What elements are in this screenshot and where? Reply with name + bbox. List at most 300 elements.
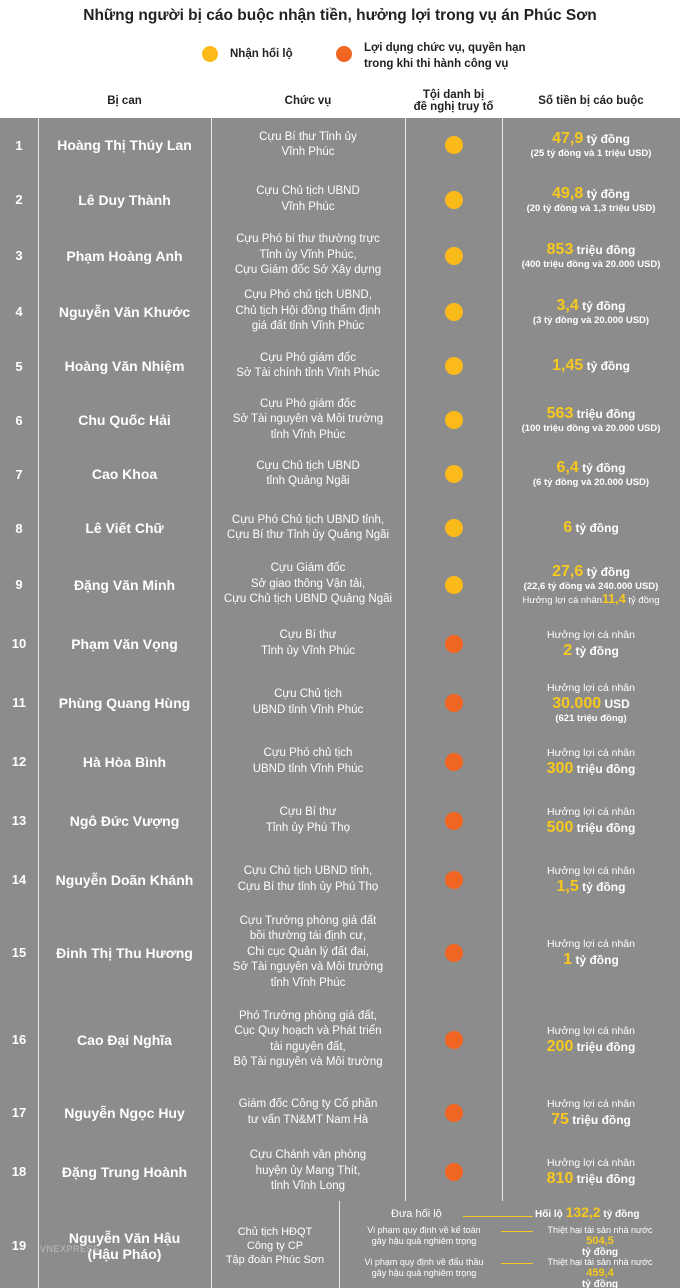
amount-breakdown: (100 triệu đồng và 20.000 USD)	[521, 423, 661, 434]
column-divider	[38, 393, 39, 447]
defendant-name: Ngô Đức Vượng	[69, 812, 180, 829]
column-divider	[405, 555, 406, 614]
column-divider	[405, 172, 406, 227]
amount-cell	[502, 614, 680, 673]
table-row	[0, 732, 680, 791]
row-number: 11	[12, 695, 26, 710]
column-divider	[211, 118, 212, 172]
table-row	[0, 996, 680, 1083]
charge-label-line: Vi phạm quy định về kế toán	[367, 1225, 481, 1235]
amount-label: Hưởng lợi cá nhân	[547, 864, 635, 877]
value-unit: tỷ đồng	[581, 1279, 619, 1288]
column-divider	[502, 732, 503, 791]
crime-cell	[405, 447, 502, 501]
column-divider	[502, 447, 503, 501]
amount-unit: tỷ đồng	[583, 186, 630, 201]
crime-cell	[405, 1083, 502, 1142]
amount-label: Hưởng lợi cá nhân	[547, 805, 635, 818]
extra-value: 11,4	[602, 591, 626, 606]
column-divider	[502, 284, 503, 339]
crime-cell	[405, 673, 502, 732]
column-divider	[502, 172, 503, 227]
position-cell	[211, 227, 405, 284]
crime-cell	[405, 284, 502, 339]
header-defendant: Bị can	[107, 95, 142, 107]
legend-label-line: trong khi thi hành công vụ	[364, 58, 509, 70]
table-row	[0, 501, 680, 555]
charge-label-line: gây hậu quả nghiêm trọng	[371, 1268, 477, 1278]
column-divider	[211, 284, 212, 339]
row-number: 8	[15, 520, 23, 536]
amount-value: 47,9	[552, 130, 584, 147]
value-label: Thiệt hại tài sản nhà nước	[547, 1257, 653, 1267]
abuse-of-power-dot-icon	[445, 753, 463, 771]
column-divider	[502, 1142, 503, 1201]
crime-cell	[405, 732, 502, 791]
row-number: 7	[15, 466, 23, 482]
amount-breakdown: (22,6 tỷ đồng và 240.000 USD)	[523, 580, 659, 592]
position-line: Tập đoàn Phúc Sơn	[225, 1253, 325, 1266]
amount-unit: tỷ đồng	[572, 521, 619, 535]
position-cell	[211, 501, 405, 555]
position-line: Cựu Phó chủ tịch UBND,	[244, 289, 372, 302]
charge-value	[535, 1204, 640, 1220]
value-amount: 459,4	[586, 1267, 614, 1279]
table-row	[0, 1142, 680, 1201]
amount-main	[552, 185, 630, 203]
column-divider	[38, 791, 39, 850]
column-divider	[38, 447, 39, 501]
amount-main	[547, 241, 636, 259]
amount-value: 30.000	[552, 694, 602, 712]
amount-main	[547, 1170, 636, 1188]
row-number: 17	[11, 1105, 27, 1120]
crime-cell	[405, 850, 502, 909]
amount-cell	[502, 909, 680, 996]
column-divider	[38, 1142, 39, 1201]
abuse-of-power-dot-icon	[445, 871, 463, 889]
position-cell	[211, 673, 405, 732]
position-line: Cựu Chủ tịch UBND	[256, 459, 360, 472]
column-divider	[211, 447, 212, 501]
column-divider	[38, 227, 39, 284]
amount-unit: tỷ đồng	[583, 564, 630, 579]
legend-label	[364, 40, 526, 72]
column-divider	[502, 909, 503, 996]
column-divider	[211, 339, 212, 393]
column-divider	[405, 850, 406, 909]
position-line: Cựu Bí thư tỉnh ủy Phú Thọ	[237, 880, 379, 893]
defendant-name: Hoàng Thị Thúy Lan	[57, 137, 192, 153]
amount-value: 6,4	[556, 459, 579, 476]
amount-main	[547, 1038, 636, 1056]
charge-label: Đưa hối lộ	[391, 1208, 442, 1220]
column-divider	[38, 996, 39, 1083]
defendant-name: Đặng Trung Hoành	[61, 1163, 188, 1180]
position-cell	[211, 732, 405, 791]
position-line: Sở Tài nguyên và Môi trường	[232, 413, 384, 426]
amount-value: 75	[551, 1110, 569, 1128]
bribery-dot-icon	[445, 465, 463, 483]
abuse-of-power-dot-icon	[445, 1104, 463, 1122]
column-divider	[405, 339, 406, 393]
position-line: Sở giao thông Vận tải,	[250, 577, 366, 590]
table-row	[0, 909, 680, 996]
row-number: 18	[11, 1164, 27, 1179]
column-divider	[38, 284, 39, 339]
connector-line	[463, 1216, 533, 1217]
value-label: Hối lộ	[535, 1209, 566, 1220]
connector-line	[501, 1263, 533, 1264]
column-divider	[211, 614, 212, 673]
crime-cell	[405, 555, 502, 614]
column-divider	[211, 1083, 212, 1142]
amount-main	[557, 459, 626, 477]
crime-cell	[405, 791, 502, 850]
amount-main	[563, 951, 619, 969]
position-cell	[211, 284, 405, 339]
amount-unit: USD	[601, 696, 630, 711]
position-cell	[211, 393, 405, 447]
table-row	[0, 118, 680, 172]
header-crime-line: Tội danh bị	[422, 89, 485, 101]
amount-label: Hưởng lợi cá nhân	[547, 1024, 635, 1037]
amount-unit: tỷ đồng	[572, 643, 619, 658]
amount-value: 2	[563, 641, 573, 659]
position-line: Sở Tài chính tỉnh Vĩnh Phúc	[236, 367, 380, 379]
amount-unit: triệu đồng	[568, 1112, 631, 1127]
amount-unit: triệu đồng	[573, 242, 636, 257]
charge-value	[533, 1257, 667, 1288]
amount-breakdown: (3 tỷ đồng và 20.000 USD)	[532, 314, 650, 326]
header-amount: Số tiền bị cáo buộc	[538, 95, 644, 107]
defendant-name: Nguyễn Ngọc Huy	[64, 1104, 185, 1121]
amount-value: 500	[546, 818, 574, 836]
column-divider	[405, 732, 406, 791]
row-number: 15	[11, 945, 27, 960]
table-row	[0, 227, 680, 284]
crime-cell	[405, 996, 502, 1083]
column-divider	[405, 393, 406, 447]
amount-value: 300	[546, 759, 574, 777]
defendant-name: Lê Duy Thành	[78, 191, 171, 208]
column-divider	[38, 909, 39, 996]
table-row	[0, 172, 680, 227]
watermark: VNEXPRESS	[40, 1244, 100, 1254]
bribery-dot-icon	[445, 411, 463, 429]
bribery-dot-icon	[445, 191, 463, 209]
abuse-of-power-dot-icon	[445, 1163, 463, 1181]
legend	[0, 40, 680, 74]
table-row	[0, 614, 680, 673]
position-line: giá đất tỉnh Vĩnh Phúc	[251, 320, 365, 333]
column-divider	[405, 996, 406, 1083]
defendant-name: Đặng Văn Minh	[73, 576, 176, 593]
column-divider	[405, 227, 406, 284]
position-line: tài nguyên đất,	[270, 1040, 346, 1053]
defendant-name: Phùng Quang Hùng	[58, 694, 191, 711]
position-line: Cựu Bí thư	[279, 806, 337, 818]
column-divider	[405, 614, 406, 673]
value-unit: tỷ đồng	[600, 1209, 640, 1220]
defendant-name: Hà Hòa Bình	[82, 753, 167, 770]
table-row	[0, 673, 680, 732]
position-line: Cựu Trưởng phòng giá đất	[239, 914, 377, 927]
amount-breakdown: (25 tỷ đồng và 1 triệu USD)	[530, 148, 652, 159]
crime-cell	[405, 501, 502, 555]
amount-cell	[502, 850, 680, 909]
amount-extra	[522, 593, 659, 607]
amount-cell	[502, 284, 680, 339]
amount-main	[563, 519, 619, 537]
amount-unit: tỷ đồng	[583, 132, 630, 146]
amount-unit: triệu đồng	[573, 1171, 636, 1186]
abuse-of-power-dot-icon	[445, 812, 463, 830]
position-line: Cựu Phó bí thư thường trực	[236, 233, 380, 246]
position-line: Cựu Phó chủ tịch	[263, 747, 353, 759]
defendant-name: Phạm Hoàng Anh	[66, 247, 183, 264]
amount-label: Hưởng lợi cá nhân	[547, 1097, 635, 1110]
crime-cell	[405, 227, 502, 284]
amount-main	[552, 130, 630, 148]
position-cell	[211, 172, 405, 227]
column-divider	[502, 1083, 503, 1142]
position-line: bồi thường tái định cư,	[249, 930, 367, 943]
position-line: Cựu Giám đốc	[270, 562, 346, 575]
amount-cell	[502, 732, 680, 791]
column-divider	[502, 555, 503, 614]
column-divider	[502, 339, 503, 393]
amount-label: Hưởng lợi cá nhân	[547, 937, 635, 950]
column-divider	[405, 1083, 406, 1142]
column-divider	[38, 555, 39, 614]
position-line: Cựu Chủ tịch UBND Quảng Ngãi	[223, 593, 393, 606]
row-number: 13	[11, 813, 27, 828]
position-line: Chi cục Quản lý đất đai,	[246, 945, 370, 958]
position-line: Công ty CP	[246, 1239, 304, 1252]
amount-value: 27,6	[552, 562, 584, 580]
defendant-name: Cao Khoa	[91, 466, 158, 482]
amount-main	[557, 878, 626, 896]
amount-label: Hưởng lợi cá nhân	[547, 681, 635, 694]
row-number: 12	[11, 754, 27, 769]
amount-value: 853	[546, 240, 574, 258]
amount-cell	[502, 339, 680, 393]
amount-unit: tỷ đồng	[578, 879, 626, 894]
amount-cell	[502, 172, 680, 227]
defendant-name: Nguyễn Văn Khước	[58, 303, 191, 320]
position-cell	[211, 850, 405, 909]
position-line: UBND tỉnh Vĩnh Phúc	[252, 762, 364, 775]
amount-unit: tỷ đồng	[578, 298, 626, 313]
position-line: huyện ủy Mang Thít,	[255, 1164, 361, 1177]
defendant-name: Nguyễn Doãn Khánh	[55, 871, 194, 888]
amount-unit: triệu đồng	[573, 820, 636, 835]
page-title: Những người bị cáo buộc nhận tiền, hưởng lợi trong vụ án Phúc Sơn	[83, 7, 597, 24]
column-divider	[211, 1201, 212, 1288]
column-divider	[405, 118, 406, 172]
column-divider	[38, 1083, 39, 1142]
column-divider	[38, 339, 39, 393]
table-header	[0, 84, 680, 118]
column-divider	[502, 393, 503, 447]
position-line: UBND tỉnh Vĩnh Phúc	[252, 703, 364, 716]
amount-main	[552, 563, 630, 581]
amount-label: Hưởng lợi cá nhân	[547, 1156, 635, 1169]
position-line: tỉnh Vĩnh Phúc	[270, 428, 346, 441]
amount-value: 1,5	[556, 877, 579, 895]
column-divider	[38, 118, 39, 172]
value-line	[533, 1236, 667, 1258]
defendant-name: Đinh Thị Thu Hương	[56, 944, 193, 961]
amount-unit: triệu đồng	[573, 407, 636, 421]
crime-cell	[405, 118, 502, 172]
row-number: 3	[15, 248, 23, 263]
charge-label	[349, 1225, 499, 1247]
bribery-dot-icon	[445, 576, 463, 594]
amount-main	[557, 297, 626, 315]
row-number: 4	[15, 304, 23, 319]
position-line: tỉnh Vĩnh Long	[270, 1180, 346, 1193]
amount-main	[551, 1111, 631, 1129]
column-divider	[38, 614, 39, 673]
position-cell	[211, 614, 405, 673]
column-divider	[339, 1201, 340, 1288]
amount-label: Hưởng lợi cá nhân	[547, 746, 635, 759]
position-line: Vĩnh Phúc	[281, 146, 335, 158]
position-line: Chủ tịch Hội đồng thẩm định	[235, 304, 381, 317]
row-number: 9	[15, 577, 23, 592]
column-divider	[405, 673, 406, 732]
amount-value: 200	[546, 1037, 574, 1055]
column-divider	[502, 673, 503, 732]
position-line: Tỉnh ủy Vĩnh Phúc	[261, 644, 355, 657]
column-divider	[38, 850, 39, 909]
amount-breakdown: (6 tỷ đồng và 20.000 USD)	[532, 477, 650, 488]
position-cell	[211, 996, 405, 1083]
amount-value: 1	[563, 950, 573, 968]
column-divider	[405, 1142, 406, 1201]
column-divider	[502, 501, 503, 555]
row-number: 19	[11, 1238, 27, 1253]
column-divider	[405, 791, 406, 850]
abuse-of-power-dot-icon	[445, 694, 463, 712]
column-divider	[38, 1201, 39, 1288]
amount-label: Hưởng lợi cá nhân	[547, 628, 635, 641]
table-row	[0, 1201, 680, 1288]
position-line: Cựu Phó giám đốc	[260, 351, 356, 364]
amount-unit: triệu đồng	[573, 761, 636, 776]
column-divider	[211, 996, 212, 1083]
table-row	[0, 850, 680, 909]
amount-cell	[502, 996, 680, 1083]
abuse-of-power-dot-icon	[445, 944, 463, 962]
table-row	[0, 339, 680, 393]
amount-value: 1,45	[552, 357, 584, 374]
crime-cell	[405, 393, 502, 447]
column-divider	[502, 850, 503, 909]
amount-value: 3,4	[556, 296, 579, 314]
extra-label: Hưởng lợi cá nhân	[522, 594, 603, 606]
column-divider	[211, 909, 212, 996]
header-crime	[405, 84, 502, 118]
amount-cell	[502, 227, 680, 284]
column-divider	[211, 172, 212, 227]
defendant-name-text: Nguyễn Văn Hậu	[68, 1229, 181, 1246]
column-divider	[405, 447, 406, 501]
amount-unit: triệu đồng	[573, 1039, 636, 1054]
row-number: 14	[11, 872, 27, 887]
connector-line	[501, 1231, 533, 1232]
position-cell	[211, 339, 405, 393]
column-divider	[211, 555, 212, 614]
amount-breakdown: (400 triệu đồng và 20.000 USD)	[521, 258, 661, 270]
position-line: Cựu Bí thư Tỉnh ủy	[259, 130, 357, 143]
position-line: Chủ tịch HĐQT	[237, 1225, 313, 1238]
position-line: tư vấn TN&MT Nam Hà	[247, 1113, 369, 1126]
crime-cell	[405, 614, 502, 673]
amount-unit: tỷ đồng	[578, 461, 626, 475]
position-cell	[211, 1142, 405, 1201]
amount-cell	[502, 673, 680, 732]
legend-item-abuse	[336, 40, 526, 72]
position-line: Cựu Phó giám đốc	[260, 397, 356, 410]
position-line: Cựu Bí thư Tỉnh ủy Quảng Ngãi	[226, 529, 390, 541]
crime-cell	[405, 339, 502, 393]
position-line: Vĩnh Phúc	[281, 200, 335, 213]
bribery-dot-icon	[445, 247, 463, 265]
table-row	[0, 284, 680, 339]
defendant-alias: (Hậu Pháo)	[87, 1245, 162, 1262]
position-line: Cựu Giám đốc Sở Xây dựng	[234, 264, 382, 277]
position-line: Cựu Bí thư	[279, 629, 337, 641]
column-divider	[502, 791, 503, 850]
amount-cell	[502, 393, 680, 447]
extra-unit: tỷ đồng	[625, 594, 660, 606]
defendant-name: Cao Đại Nghĩa	[77, 1031, 172, 1048]
yellow-circle-icon	[202, 46, 218, 62]
amount-cell	[502, 555, 680, 614]
position-line: Phó Trưởng phòng giá đất,	[239, 1009, 377, 1022]
column-divider	[502, 227, 503, 284]
amount-cell	[502, 1142, 680, 1201]
amount-main	[547, 819, 636, 837]
column-divider	[211, 393, 212, 447]
crime-cell	[405, 172, 502, 227]
row-number: 16	[11, 1032, 27, 1047]
amount-main	[563, 642, 619, 660]
amount-cell	[502, 501, 680, 555]
amount-cell	[502, 118, 680, 172]
column-divider	[502, 614, 503, 673]
amount-cell	[502, 791, 680, 850]
position-line: Bộ Tài nguyên và Môi trường	[233, 1056, 383, 1068]
column-divider	[38, 172, 39, 227]
defendant-name: Phạm Văn Vọng	[71, 635, 178, 652]
abuse-of-power-dot-icon	[445, 635, 463, 653]
column-divider	[405, 909, 406, 996]
amount-unit: tỷ đồng	[572, 952, 619, 967]
position-line: Giám đốc Công ty Cổ phần	[238, 1098, 378, 1110]
amount-value: 49,8	[552, 184, 584, 202]
position-line: Tỉnh ủy Phú Thọ	[265, 821, 351, 834]
position-cell	[211, 909, 405, 996]
orange-circle-icon	[336, 46, 352, 62]
table-row	[0, 555, 680, 614]
defendant-name: Chu Quốc Hải	[78, 412, 171, 428]
header-crime-line: đề nghị truy tố	[413, 101, 494, 113]
table-row	[0, 447, 680, 501]
